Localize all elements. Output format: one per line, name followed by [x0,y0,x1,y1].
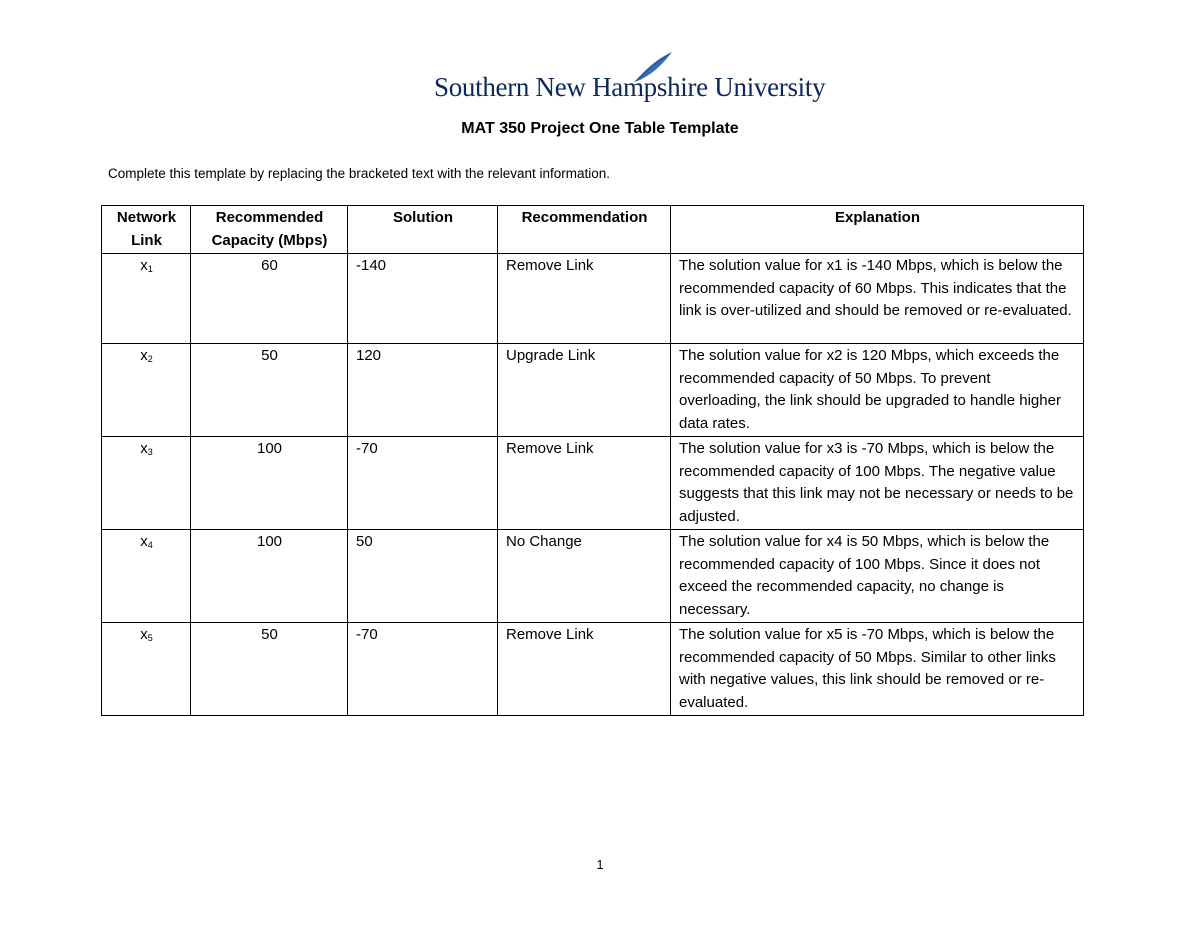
cell-explanation: The solution value for x3 is -70 Mbps, which is below the recommended capacity of 100 Mbps. The negative value suggests that this link may not be necessary or needs to be adjusted. [671,437,1084,530]
header-explanation: Explanation [671,206,1084,254]
page-title: MAT 350 Project One Table Template [461,120,739,137]
table-row [102,437,1084,530]
cell-recommendation: Remove Link [498,254,671,344]
link-variable: x [140,440,148,457]
link-subscript: 3 [147,447,153,457]
cell-capacity: 50 [191,623,348,716]
cell-network-link [102,437,191,530]
link-variable: x [140,257,148,274]
university-logo [434,50,826,106]
cell-explanation: The solution value for x1 is -140 Mbps, which is below the recommended capacity of 60 Mbps. This indicates that the link is over-utilized and should be removed or re-evaluated. [671,254,1084,344]
cell-explanation: The solution value for x5 is -70 Mbps, which is below the recommended capacity of 50 Mbps. Similar to other links with negative values, this link should be removed or re-evaluated. [671,623,1084,716]
link-variable: x [140,347,148,364]
link-variable: x [140,533,148,550]
cell-solution: -140 [348,254,498,344]
cell-solution: -70 [348,623,498,716]
cell-solution: -70 [348,437,498,530]
table-row [102,254,1084,344]
cell-solution: 120 [348,344,498,437]
link-variable: x [140,626,148,643]
link-subscript: 2 [147,354,153,364]
link-subscript: 4 [147,540,153,550]
cell-network-link [102,344,191,437]
cell-recommendation: Remove Link [498,623,671,716]
cell-network-link [102,254,191,344]
table-row [102,623,1084,716]
table-row [102,344,1084,437]
instruction-text: Complete this template by replacing the bracketed text with the relevant information. [108,166,611,181]
cell-network-link [102,530,191,623]
cell-recommendation: Remove Link [498,437,671,530]
cell-capacity: 50 [191,344,348,437]
header-solution: Solution [348,206,498,254]
cell-recommendation: No Change [498,530,671,623]
cell-capacity: 100 [191,530,348,623]
link-subscript: 5 [147,633,153,643]
cell-recommendation: Upgrade Link [498,344,671,437]
cell-explanation: The solution value for x4 is 50 Mbps, which is below the recommended capacity of 100 Mbps. Since it does not exceed the recommended capacity, no change is necessary. [671,530,1084,623]
page-number: 1 [596,857,604,872]
header-network-link: Network Link [102,206,191,254]
network-link-table [101,205,1084,716]
table-row [102,530,1084,623]
logo-text: Southern New Hampshire University [434,72,826,102]
cell-explanation: The solution value for x2 is 120 Mbps, which exceeds the recommended capacity of 50 Mbps. To prevent overloading, the link should be upgraded to handle higher data rates. [671,344,1084,437]
cell-capacity: 100 [191,437,348,530]
header-recommendation: Recommendation [498,206,671,254]
link-subscript: 1 [147,264,153,274]
header-recommended-capacity: Recommended Capacity (Mbps) [191,206,348,254]
table-header-row [102,206,1084,254]
cell-network-link [102,623,191,716]
cell-capacity: 60 [191,254,348,344]
cell-solution: 50 [348,530,498,623]
